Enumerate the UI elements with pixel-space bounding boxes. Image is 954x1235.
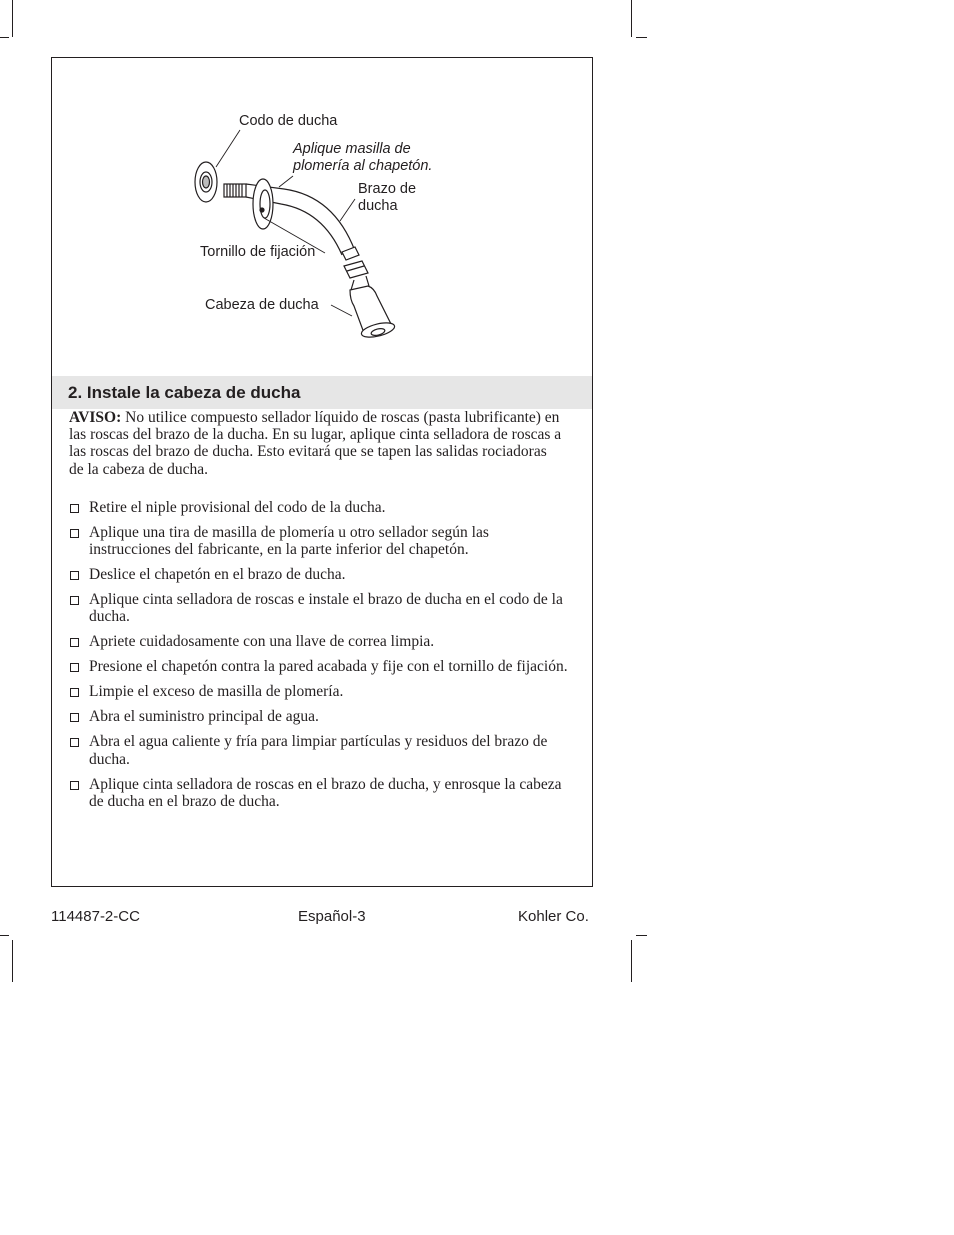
elbow-label: Codo de ducha <box>239 113 338 129</box>
step-item <box>69 524 569 558</box>
step-item <box>69 733 569 767</box>
section-heading-bar <box>52 376 592 409</box>
steps-list <box>69 499 569 818</box>
checkbox-icon <box>70 713 79 722</box>
step-text: Apriete cuidadosamente con una llave de correa limpia. <box>89 633 435 651</box>
checkbox-icon <box>70 571 79 580</box>
step-item <box>69 658 569 675</box>
checkbox-icon <box>70 781 79 790</box>
shower-arm-diagram <box>52 58 592 376</box>
putty-note-label-line2: plomería al chapetón. <box>293 158 433 174</box>
shower-elbow-illustration <box>195 162 217 202</box>
checkbox-icon <box>70 638 79 647</box>
footer-company: Kohler Co. <box>518 908 589 925</box>
checkbox-icon <box>70 738 79 747</box>
crop-mark <box>636 935 647 936</box>
crop-mark <box>0 37 9 38</box>
step-item <box>69 591 569 625</box>
crop-mark <box>631 940 632 982</box>
checkbox-icon <box>70 529 79 538</box>
step-text: Abra el suministro principal de agua. <box>89 708 319 726</box>
notice-label: AVISO: <box>69 409 122 426</box>
footer-doc-number: 114487-2-CC <box>51 908 140 925</box>
step-item <box>69 708 569 725</box>
checkbox-icon <box>70 504 79 513</box>
step-text: Aplique cinta selladora de roscas e instale el brazo de ducha en el codo de la ducha. <box>89 591 563 626</box>
step-item <box>69 683 569 700</box>
shower-head-label: Cabeza de ducha <box>205 297 319 313</box>
shower-head-illustration <box>344 261 396 340</box>
crop-mark <box>12 940 13 982</box>
arm-label-line2: ducha <box>358 198 398 214</box>
arm-threads-illustration <box>224 184 246 197</box>
crop-mark <box>12 0 13 37</box>
checkbox-icon <box>70 596 79 605</box>
step-item <box>69 499 569 516</box>
step-text: Presione el chapetón contra la pared acabada y fije con el tornillo de fijación. <box>89 658 568 676</box>
set-screw-label: Tornillo de fijación <box>200 244 316 260</box>
shower-arm-illustration <box>52 58 592 376</box>
step-item <box>69 776 569 810</box>
crop-mark <box>636 37 647 38</box>
step-text: Abra el agua caliente y fría para limpiar partículas y residuos del brazo de ducha. <box>89 733 548 768</box>
crop-mark <box>0 935 9 936</box>
checkbox-icon <box>70 688 79 697</box>
step-text: Limpie el exceso de masilla de plomería. <box>89 683 344 701</box>
checkbox-icon <box>70 663 79 672</box>
arm-end-illustration <box>342 247 359 260</box>
putty-note-label-line1: Aplique masilla de <box>293 141 411 157</box>
instruction-panel <box>51 57 593 887</box>
notice-paragraph <box>69 409 564 478</box>
step-text: Retire el niple provisional del codo de la ducha. <box>89 499 386 516</box>
arm-label-line1: Brazo de <box>358 181 417 197</box>
footer-page-number: Español-3 <box>298 908 366 925</box>
crop-mark <box>631 0 632 37</box>
notice-text: No utilice compuesto sellador líquido de roscas (pasta lubrificante) en las roscas del brazo de la ducha. En su lugar, aplique cinta selladora de roscas a las roscas del brazo de ducha. Esto evitará que se tapen las salidas rociadoras de la cabeza de ducha. <box>69 409 562 478</box>
step-item <box>69 633 569 650</box>
step-text: Aplique una tira de masilla de plomería u otro sellador según las instrucciones del fabricante, en la parte inferior del chapetón. <box>89 524 489 559</box>
step-item <box>69 566 569 583</box>
step-text: Aplique cinta selladora de roscas en el brazo de ducha, y enrosque la cabeza de ducha en el brazo de ducha. <box>89 775 562 810</box>
step-text: Deslice el chapetón en el brazo de ducha. <box>89 566 346 584</box>
section-title: 2. Instale la cabeza de ducha <box>68 383 301 402</box>
